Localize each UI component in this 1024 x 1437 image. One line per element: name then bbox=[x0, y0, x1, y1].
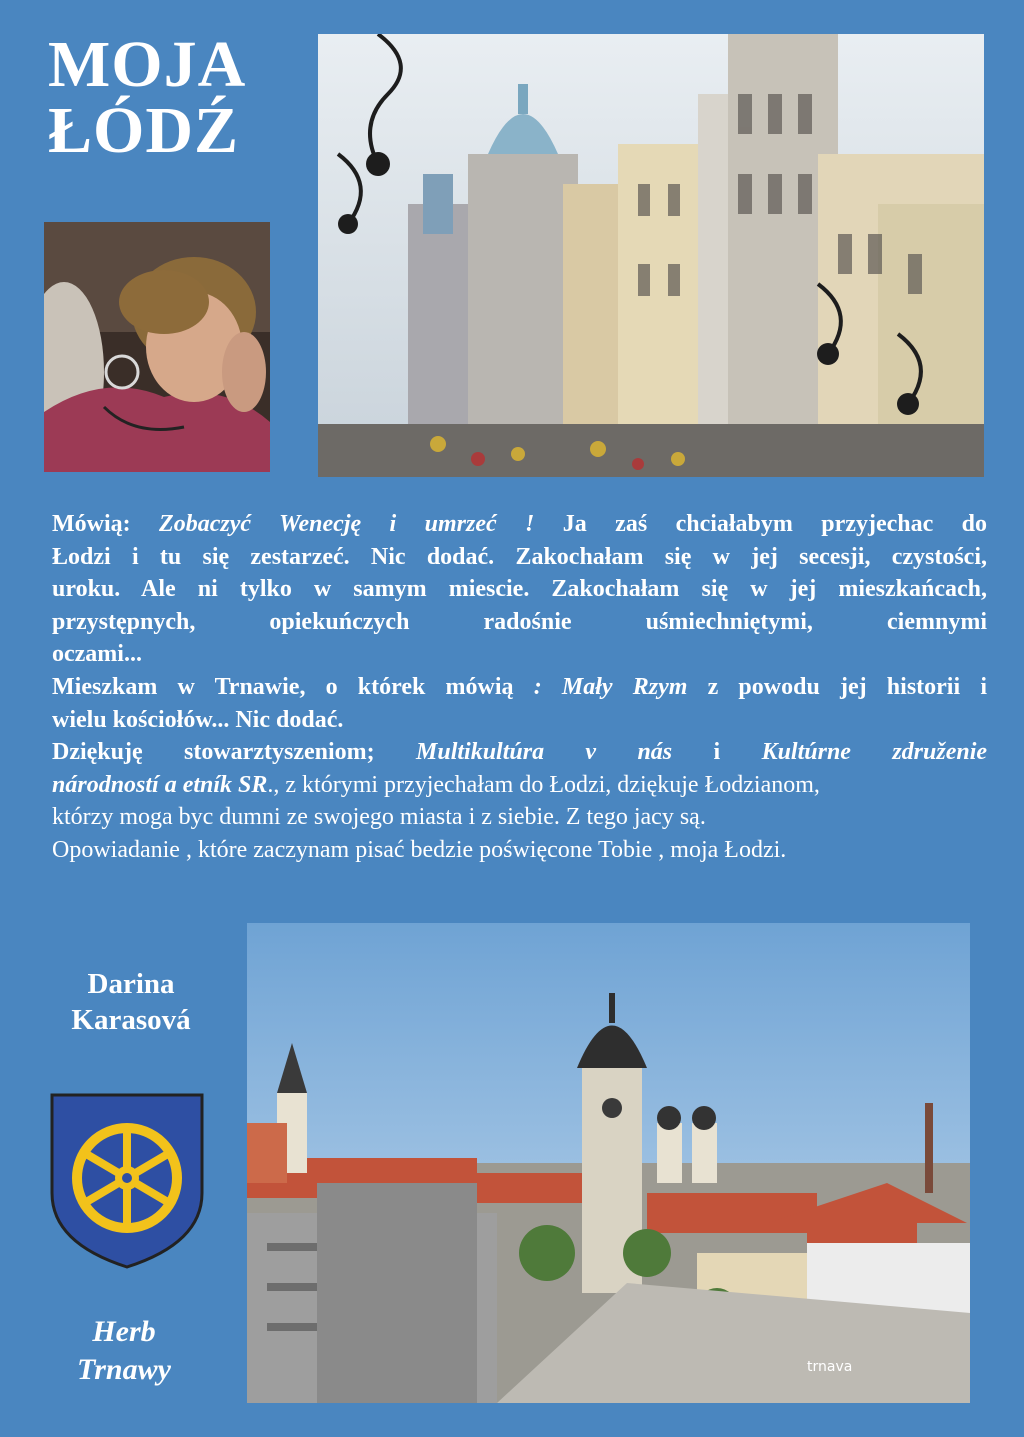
text-line bbox=[52, 671, 987, 704]
text-span: z powodu jej historii i bbox=[687, 673, 987, 700]
trnava-town-photo bbox=[247, 923, 970, 1403]
page-title bbox=[48, 28, 288, 167]
author-last-name: Karasová bbox=[71, 1004, 191, 1036]
text-line: Opowiadanie , które zaczynam pisać bedzie poświęcone Tobie , moja Łodzi. bbox=[52, 836, 787, 863]
text-span: ., z którymi przyjechałam do Łodzi, dziękuje Łodzianom, bbox=[267, 771, 820, 798]
crest-caption-line-1: Herb bbox=[92, 1315, 156, 1348]
text-span: Mieszkam w Trnawie, o którek mówią bbox=[52, 673, 534, 700]
text-span: Mówią: bbox=[52, 511, 160, 537]
text-line: oczami... bbox=[52, 641, 142, 668]
org-name: Multikultúra v nás bbox=[416, 739, 673, 766]
article-text bbox=[52, 508, 987, 867]
text-span: Dziękuję stowarztyszeniom; bbox=[52, 739, 416, 766]
trnava-crest-icon bbox=[50, 1093, 204, 1269]
quote-venice: Zobaczyć Wenecję i umrzeć ! bbox=[159, 511, 535, 537]
author-first-name: Darina bbox=[87, 968, 175, 1000]
portrait-photo bbox=[44, 222, 270, 472]
quote-rome: : Mały Rzym bbox=[533, 673, 688, 700]
title-line-1: MOJA bbox=[48, 28, 247, 101]
crest-caption bbox=[44, 1313, 204, 1389]
lodz-street-photo bbox=[318, 34, 984, 477]
text-line bbox=[52, 736, 987, 769]
text-span: i bbox=[672, 739, 762, 766]
text-line bbox=[52, 769, 987, 802]
author-name bbox=[44, 966, 218, 1038]
text-line bbox=[52, 508, 987, 541]
text-line: uroku. Ale ni tylko w samym miescie. Zakochałam się w jej mieszkańcach, bbox=[52, 576, 987, 603]
crest-caption-line-2: Trnawy bbox=[77, 1353, 171, 1386]
org-name: národností a etník SR bbox=[52, 771, 268, 798]
text-line: wielu kościołów... Nic dodać. bbox=[52, 706, 344, 733]
text-line: Łodzi i tu się zestarzeć. Nic dodać. Zakochałam się w jej secesji, czystości, bbox=[52, 543, 987, 570]
watermark-text: trnava bbox=[807, 1359, 853, 1375]
text-line: którzy moga byc dumni ze swojego miasta i z siebie. Z tego jacy są. bbox=[52, 804, 706, 831]
text-span: Ja zaś chciałabym przyjechac do bbox=[534, 511, 987, 537]
title-line-2: ŁÓDŹ bbox=[48, 94, 240, 167]
text-line: przystępnych, opiekuńczych radośnie uśmiechniętymi, ciemnymi bbox=[52, 608, 987, 635]
org-name: Kultúrne združenie bbox=[761, 739, 988, 766]
